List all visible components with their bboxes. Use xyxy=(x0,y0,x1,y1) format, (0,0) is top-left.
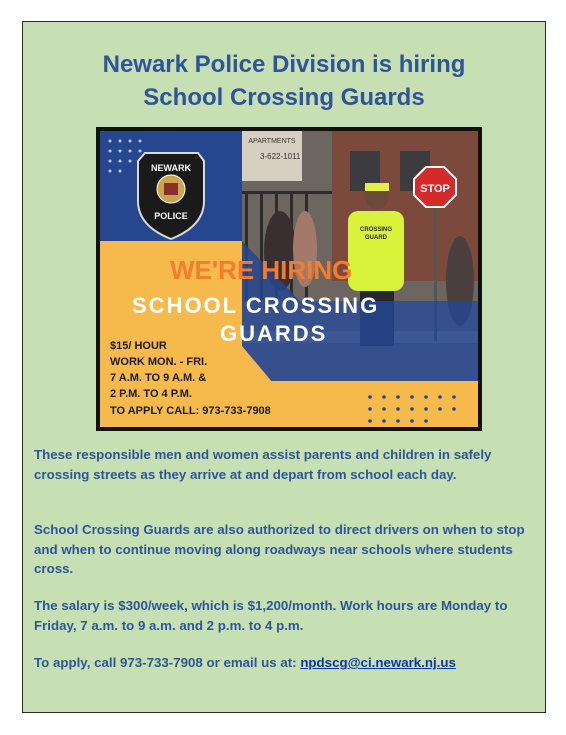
guard-vest xyxy=(348,211,404,291)
paragraph-salary: The salary is $300/week, which is $1,200/month. Work hours are Monday to Friday, 7 a.m. to 9 a.m. and 2 p.m. to 4 p.m. xyxy=(34,598,508,633)
page-title xyxy=(23,48,545,114)
paragraph-duties: These responsible men and women assist parents and children in safely crossing streets as they arrive at and depart from school each day. xyxy=(34,447,492,482)
flyer-page xyxy=(22,21,546,713)
flyer-detail-line: WORK MON. - FRI. xyxy=(110,356,208,368)
guard-cap xyxy=(365,183,389,191)
vest-text: GUARD xyxy=(365,235,387,241)
storefront-phone-text: 3-622-1011 xyxy=(260,152,301,161)
stop-sign-text: STOP xyxy=(420,183,450,195)
flyer-detail-line: 7 A.M. TO 9 A.M. & xyxy=(110,372,207,384)
flyer-subhead-line-2: GUARDS xyxy=(220,321,328,346)
badge-bottom-text: POLICE xyxy=(154,211,188,221)
flyer-detail-line: 2 P.M. TO 4 P.M. xyxy=(110,388,192,400)
storefront-sign-text: APARTMENTS xyxy=(248,138,296,145)
paragraph-apply xyxy=(34,653,534,673)
title-line-2: School Crossing Guards xyxy=(143,84,425,111)
vest-text: CROSSING xyxy=(359,227,393,233)
flyer-headline: WE'RE HIRING xyxy=(170,255,353,285)
flyer-subhead-line-1: SCHOOL CROSSING xyxy=(132,293,380,318)
flyer-detail-line: $15/ HOUR xyxy=(110,340,167,352)
paragraph-authority: School Crossing Guards are also authorized to direct drivers on when to stop and when to continue moving along roadways near schools where students cross. xyxy=(34,522,525,576)
email-link[interactable]: npdscg@ci.newark.nj.us xyxy=(300,655,456,670)
apply-text: To apply, call 973-733-7908 or email us at: xyxy=(34,655,301,670)
hiring-flyer-image xyxy=(96,127,482,431)
flyer-detail-line: TO APPLY CALL: 973-733-7908 xyxy=(110,405,271,417)
title-line-1: Newark Police Division is hiring xyxy=(102,51,466,78)
badge-top-text: NEWARK xyxy=(151,163,191,173)
police-badge-icon xyxy=(138,153,204,239)
flyer-graphic xyxy=(100,131,478,427)
